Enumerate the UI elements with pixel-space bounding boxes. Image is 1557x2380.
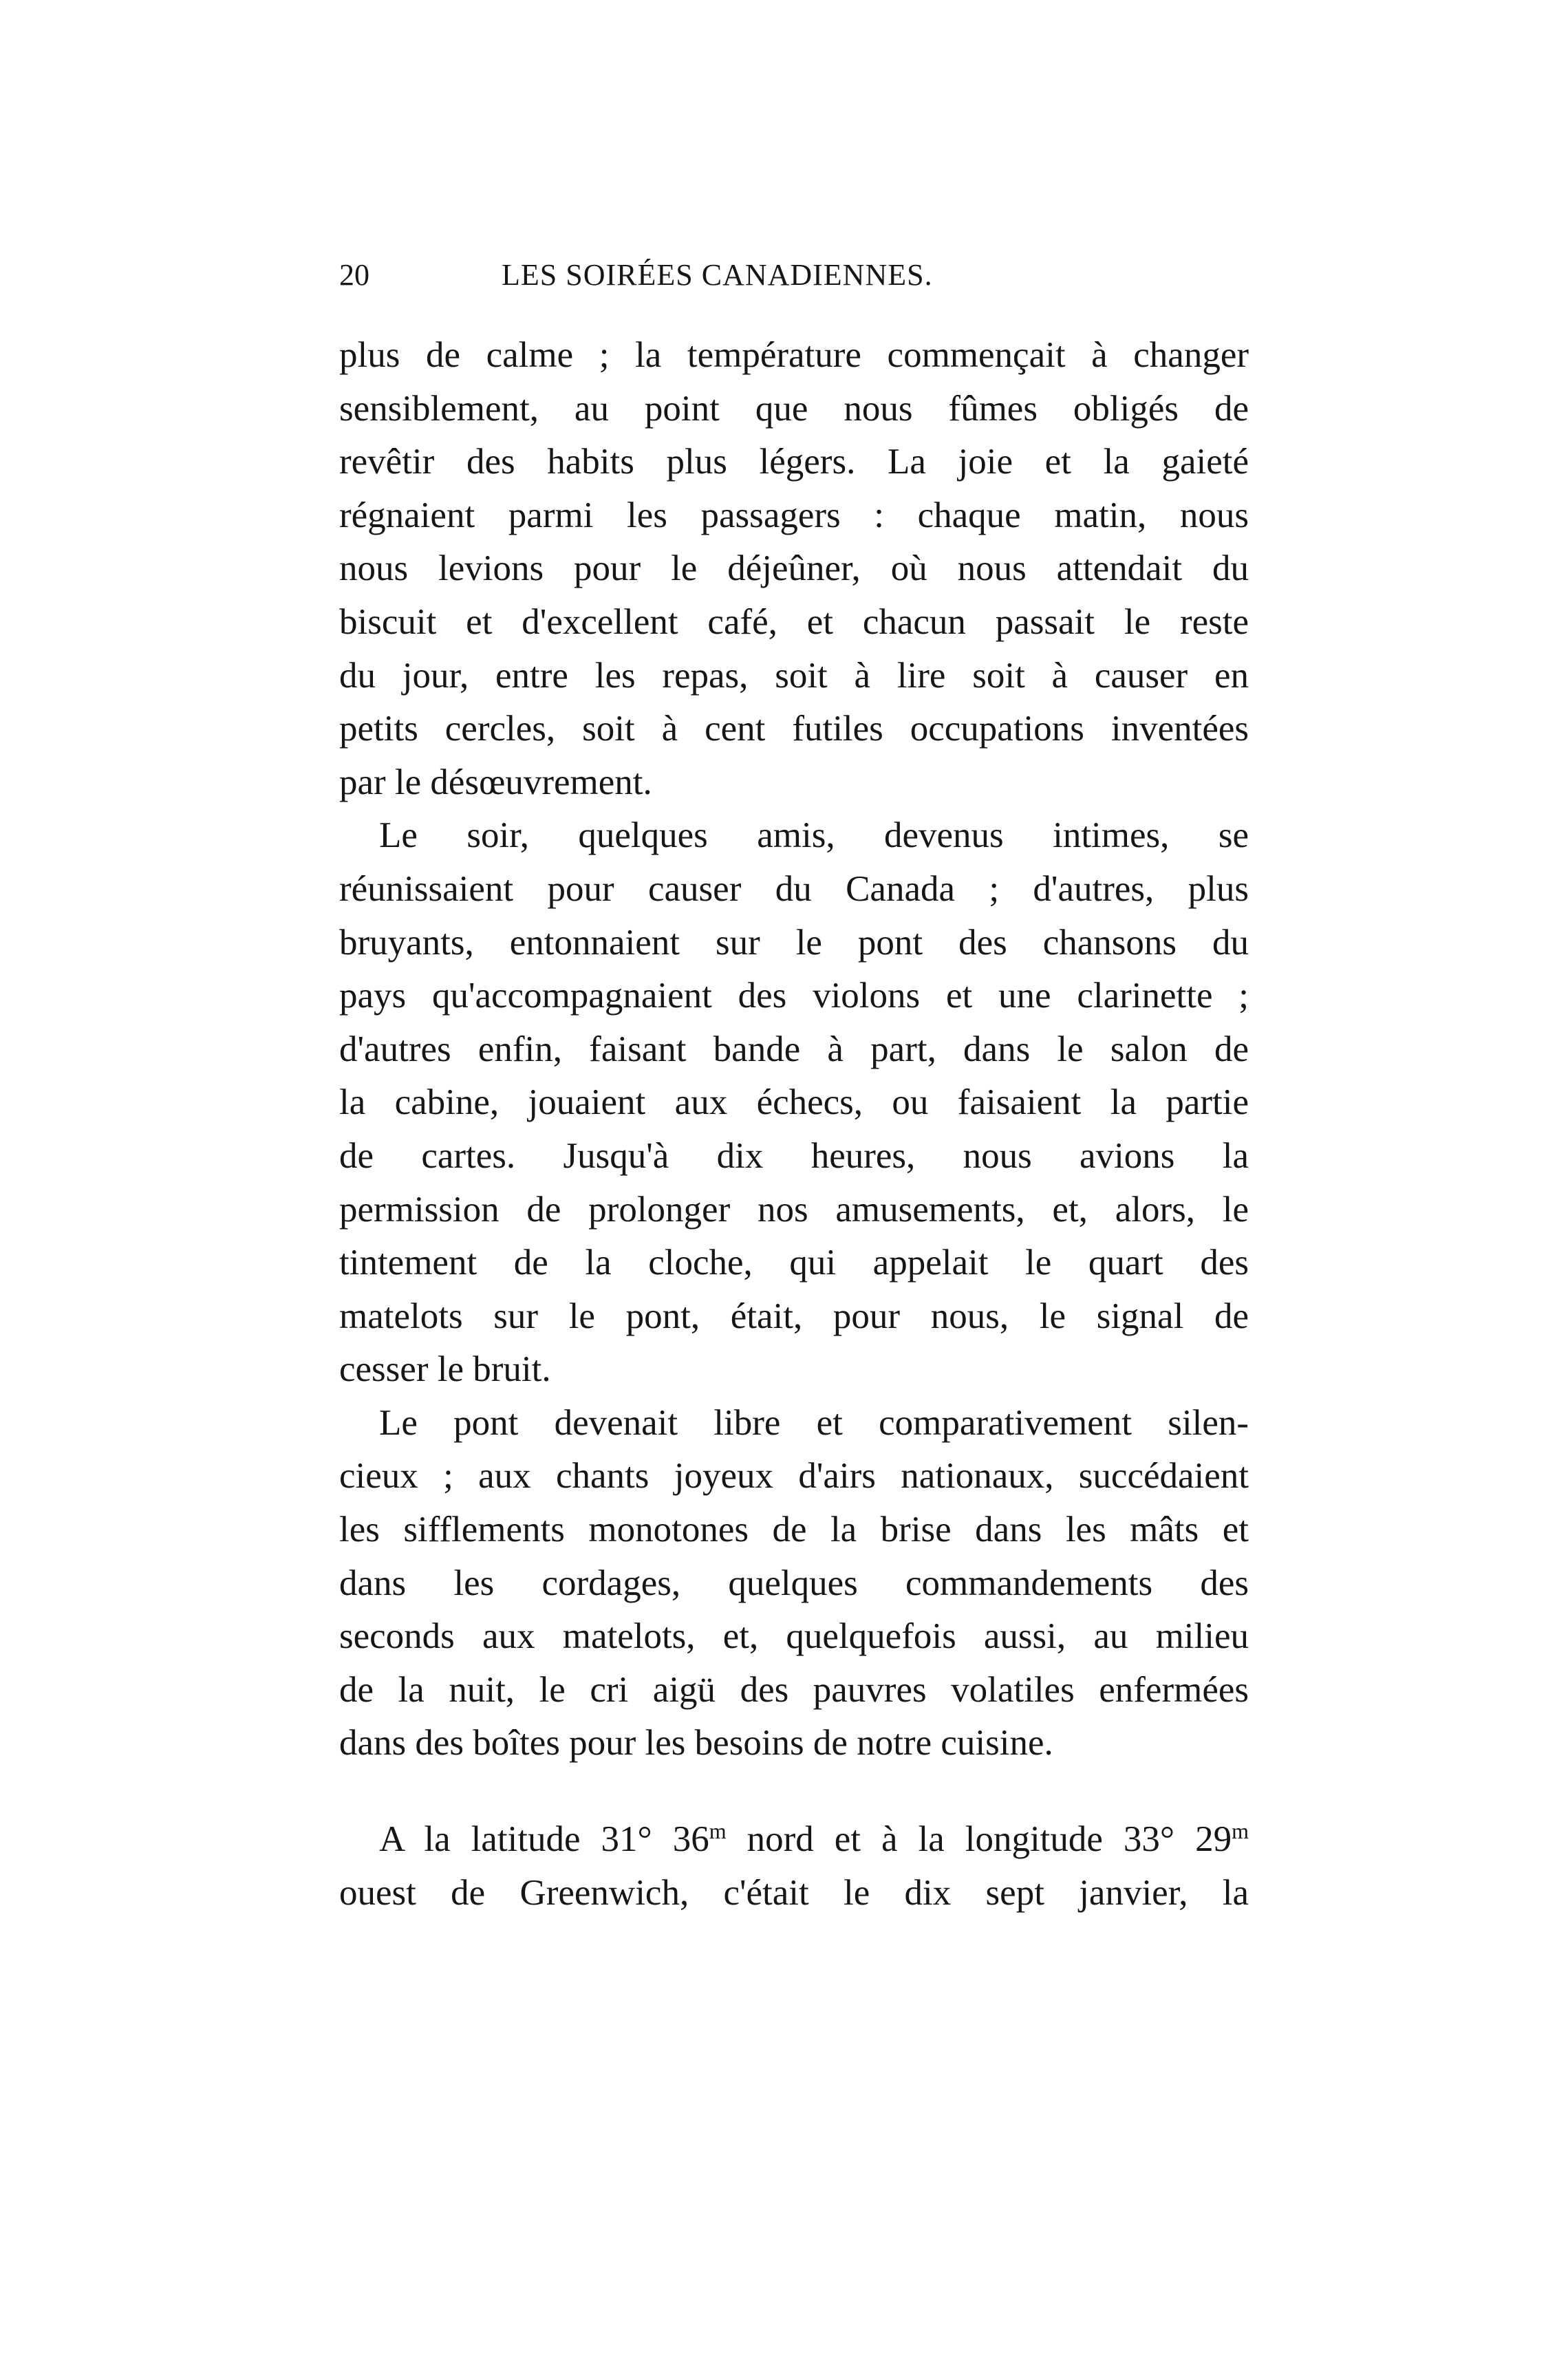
- text-line: bruyants, entonnaient sur le pont des chansons du: [339, 922, 1249, 963]
- paragraph-1: [339, 329, 1249, 809]
- text-line: Le pont devenait libre et comparativement silen-: [379, 1402, 1249, 1443]
- text-line: cesser le bruit.: [339, 1349, 551, 1390]
- text-line: du jour, entre les repas, soit à lire soit à causer en: [339, 655, 1249, 696]
- superscript: m: [1232, 1819, 1249, 1844]
- text-line: pays qu'accompagnaient des violons et une clarinette ;: [339, 976, 1249, 1016]
- text-line: de la nuit, le cri aigü des pauvres volatiles enfermées: [339, 1669, 1249, 1710]
- section-gap: [339, 1770, 1249, 1813]
- body-text: [339, 329, 1249, 1920]
- text-line: ouest de Greenwich, c'était le dix sept janvier, la: [339, 1872, 1249, 1913]
- text-line: matelots sur le pont, était, pour nous, le signal de: [339, 1296, 1249, 1336]
- text-line: de cartes. Jusqu'à dix heures, nous avions la: [339, 1135, 1249, 1176]
- paragraph-3: [339, 1397, 1249, 1770]
- text-line: seconds aux matelots, et, quelquefois aussi, au milieu: [339, 1616, 1249, 1657]
- text-line: d'autres enfin, faisant bande à part, dans le salon de: [339, 1029, 1249, 1069]
- page-number: 20: [339, 258, 369, 292]
- text-line: réunissaient pour causer du Canada ; d'autres, plus: [339, 868, 1249, 909]
- text-line: par le désœuvrement.: [339, 762, 652, 802]
- text-line: biscuit et d'excellent café, et chacun passait le reste: [339, 601, 1249, 642]
- text-line: régnaient parmi les passagers : chaque matin, nous: [339, 495, 1249, 535]
- text-line: dans les cordages, quelques commandements des: [339, 1563, 1249, 1603]
- superscript: m: [709, 1819, 727, 1844]
- running-title: LES SOIRÉES CANADIENNES.: [502, 258, 933, 292]
- paragraph-2: [339, 809, 1249, 1397]
- text-line: sensiblement, au point que nous fûmes obligés de: [339, 388, 1249, 429]
- paragraph-4: [339, 1813, 1249, 1920]
- text-line: tintement de la cloche, qui appelait le quart des: [339, 1243, 1249, 1283]
- page-header: [339, 255, 1247, 303]
- text-line: permission de prolonger nos amusements, et, alors, le: [339, 1189, 1249, 1230]
- text-line: Le soir, quelques amis, devenus intimes, se: [379, 815, 1249, 856]
- text-line: la cabine, jouaient aux échecs, ou faisaient la partie: [339, 1082, 1249, 1123]
- text-line: [339, 1813, 1249, 1867]
- text-line: cieux ; aux chants joyeux d'airs nationaux, succédaient: [339, 1456, 1249, 1497]
- text-line: petits cercles, soit à cent futiles occupations inventées: [339, 709, 1249, 749]
- text-line: revêtir des habits plus légers. La joie et la gaieté: [339, 442, 1249, 482]
- text-line: les sifflements monotones de la brise dans les mâts et: [339, 1510, 1249, 1550]
- text-line: nous levions pour le déjeûner, où nous attendait du: [339, 548, 1249, 589]
- text-segment: A la latitude 31° 36: [379, 1819, 709, 1860]
- text-line: dans des boîtes pour les besoins de notre cuisine.: [339, 1723, 1053, 1763]
- text-line: plus de calme ; la température commençait à changer: [339, 335, 1249, 375]
- text-segment: nord et à la longitude 33° 29: [726, 1819, 1232, 1860]
